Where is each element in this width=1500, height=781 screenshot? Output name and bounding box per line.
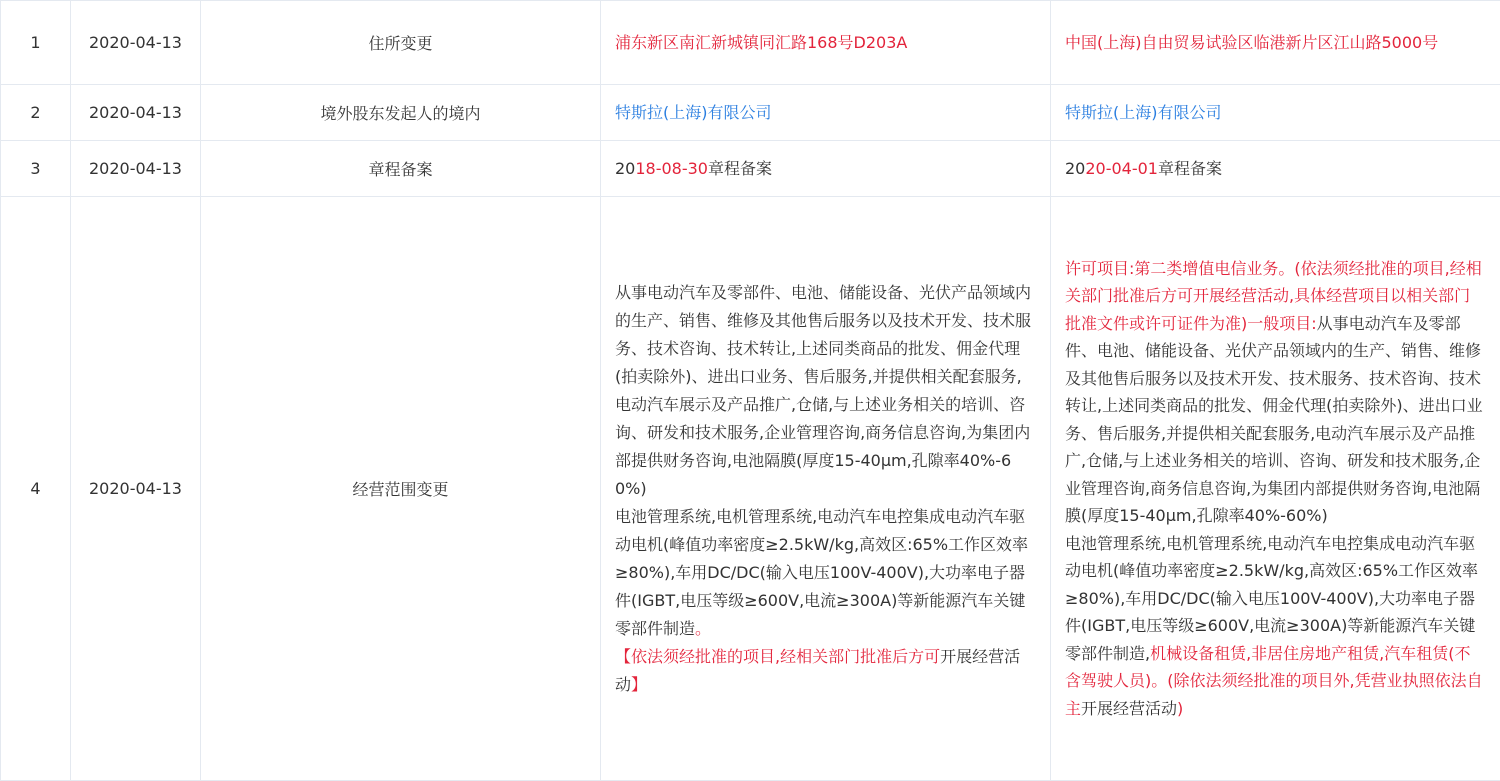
text-segment: 浦东新区南汇新城镇同汇路168号D203A <box>615 33 907 52</box>
text-segment: 许可项目:第二类增值电信业务。(依法须经批准的项目,经相关部门批准后方可开展经营活动,具体经营项目以相关部门批准文件或许可证件为准)一般项目: <box>1065 259 1482 333</box>
text-segment: 20 <box>1065 159 1085 178</box>
content-before-text <box>615 99 1036 127</box>
content-before-text <box>615 279 1036 699</box>
text-segment: 特斯拉(上海)有限公司 <box>1065 103 1222 122</box>
change-date: 2020-04-13 <box>71 1 201 85</box>
text-segment: 电池管理系统,电机管理系统,电动汽车电控集成电动汽车驱动电机(峰值功率密度≥2.5kW/kg,高效区:65%工作区效率≥80%),车用DC/DC(输入电压100V-400V),大功率电子器件(IGBT,电压等级≥600V,电流≥300A)等新能源汽车关键零部件制造 <box>615 507 1028 638</box>
text-segment: 中国(上海)自由贸易试验区临港新片区江山路5000号 <box>1065 33 1438 52</box>
row-number: 2 <box>1 85 71 141</box>
text-segment: ) <box>1177 699 1183 718</box>
content-before <box>601 141 1051 197</box>
change-date: 2020-04-13 <box>71 85 201 141</box>
text-segment: 电池管理系统,电机管理系统,电动汽车电控集成电动汽车驱动电机(峰值功率密度≥2.5kW/kg,高效区:65%工作区效率≥80%),车用DC/DC(输入电压100V-400V),大功率电子器件(IGBT,电压等级≥600V,电流≥300A)等新能源汽车关键零部件制造, <box>1065 534 1478 663</box>
content-before <box>601 1 1051 85</box>
text-segment: 特斯拉(上海)有限公司 <box>615 103 772 122</box>
content-after <box>1051 197 1500 781</box>
content-after <box>1051 85 1500 141</box>
text-segment: 【依法须经批准的项目,经相关部门批准后方可 <box>615 647 940 666</box>
table-row <box>1 197 1500 781</box>
text-segment: 。 <box>695 619 711 638</box>
content-after <box>1051 141 1500 197</box>
text-segment: 】 <box>631 675 647 694</box>
table-row <box>1 141 1500 197</box>
change-date: 2020-04-13 <box>71 197 201 781</box>
table-row <box>1 85 1500 141</box>
text-segment: 开展经营活动 <box>615 647 1020 694</box>
content-after-text <box>1065 99 1486 127</box>
content-before <box>601 197 1051 781</box>
text-segment: 机械设备租赁,非居住房地产租赁,汽车租赁(不含驾驶人员)。(除依法须经批准的项目外,凭营业执照依法自主 <box>1065 644 1483 718</box>
table-row <box>1 1 1500 85</box>
change-date: 2020-04-13 <box>71 141 201 197</box>
row-number: 4 <box>1 197 71 781</box>
change-item: 经营范围变更 <box>201 197 601 781</box>
text-segment: 18-08-30 <box>635 159 708 178</box>
text-segment: 20-04-01 <box>1085 159 1158 178</box>
row-number: 3 <box>1 141 71 197</box>
text-segment: 20 <box>615 159 635 178</box>
text-segment: 从事电动汽车及零部件、电池、储能设备、光伏产品领域内的生产、销售、维修及其他售后服务以及技术开发、技术服务、技术咨询、技术转让,上述同类商品的批发、佣金代理(拍卖除外)、进出口业务、售后服务,并提供相关配套服务,电动汽车展示及产品推广,仓储,与上述业务相关的培训、咨询、研发和技术服务,企业管理咨询,商务信息咨询,为集团内部提供财务咨询,电池隔膜(厚度15-40μm,孔隙率40%-60%) <box>1065 314 1483 526</box>
text-segment: 章程备案 <box>1158 159 1222 178</box>
change-item: 境外股东发起人的境内 <box>201 85 601 141</box>
change-item: 住所变更 <box>201 1 601 85</box>
content-after-text <box>1065 155 1486 183</box>
content-after <box>1051 1 1500 85</box>
content-after-text <box>1065 255 1486 723</box>
text-segment: 章程备案 <box>708 159 772 178</box>
change-item: 章程备案 <box>201 141 601 197</box>
content-before-text <box>615 155 1036 183</box>
text-segment: 从事电动汽车及零部件、电池、储能设备、光伏产品领域内的生产、销售、维修及其他售后服务以及技术开发、技术服务、技术咨询、技术转让,上述同类商品的批发、佣金代理(拍卖除外)、进出口业务、售后服务,并提供相关配套服务,电动汽车展示及产品推广,仓储,与上述业务相关的培训、咨询、研发和技术服务,企业管理咨询,商务信息咨询,为集团内部提供财务咨询,电池隔膜(厚度15-40μm,孔隙率40%-60%) <box>615 283 1031 498</box>
row-number: 1 <box>1 1 71 85</box>
content-before-text <box>615 29 1036 57</box>
text-segment: 开展经营活动 <box>1081 699 1177 718</box>
content-after-text <box>1065 29 1486 57</box>
content-before <box>601 85 1051 141</box>
